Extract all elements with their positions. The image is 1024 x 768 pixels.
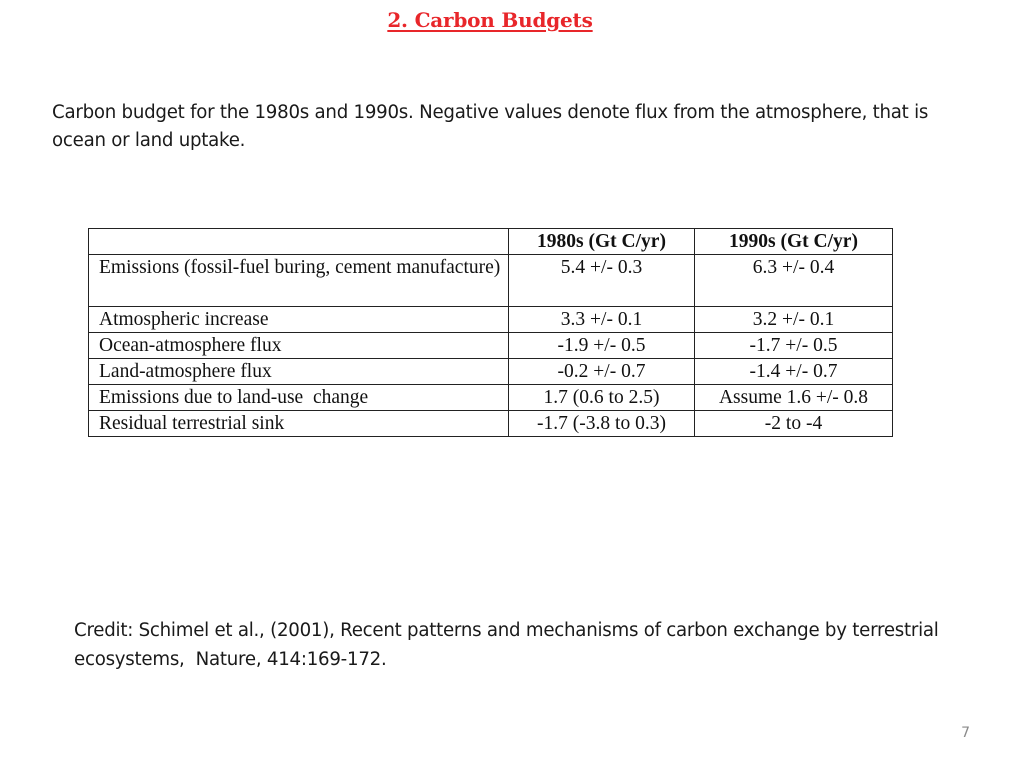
header-cell-1980s: 1980s (Gt C/yr)	[509, 229, 695, 255]
header-cell-empty	[89, 229, 509, 255]
intro-text: Carbon budget for the 1980s and 1990s. Negative values denote flux from the atmosphere, that is ocean or land uptake.	[52, 102, 929, 151]
page-number: 7	[961, 725, 970, 741]
cell-1980s-residual-sink: -1.7 (-3.8 to 0.3)	[509, 411, 695, 437]
row-label-ocean-flux: Ocean-atmosphere flux	[89, 333, 509, 359]
table-row	[89, 359, 893, 385]
table-row	[89, 385, 893, 411]
table-header-row	[89, 229, 893, 255]
cell-1990s-emissions: 6.3 +/- 0.4	[695, 255, 893, 307]
cell-1980s-land-flux: -0.2 +/- 0.7	[509, 359, 695, 385]
slide-title: 2. Carbon Budgets	[387, 8, 593, 32]
cell-1990s-land-flux: -1.4 +/- 0.7	[695, 359, 893, 385]
cell-1990s-land-use-emissions: Assume 1.6 +/- 0.8	[695, 385, 893, 411]
cell-1990s-ocean-flux: -1.7 +/- 0.5	[695, 333, 893, 359]
row-label-emissions: Emissions (fossil-fuel buring, cement manufacture)	[89, 255, 509, 307]
table-row	[89, 255, 893, 307]
row-label-land-use-emissions: Emissions due to land-use change	[89, 385, 509, 411]
table-row	[89, 333, 893, 359]
row-label-residual-sink: Residual terrestrial sink	[89, 411, 509, 437]
cell-1980s-ocean-flux: -1.9 +/- 0.5	[509, 333, 695, 359]
header-cell-1990s: 1990s (Gt C/yr)	[695, 229, 893, 255]
cell-1980s-atmospheric-increase: 3.3 +/- 0.1	[509, 307, 695, 333]
row-label-land-flux: Land-atmosphere flux	[89, 359, 509, 385]
cell-1980s-land-use-emissions: 1.7 (0.6 to 2.5)	[509, 385, 695, 411]
row-label-atmospheric-increase: Atmospheric increase	[89, 307, 509, 333]
carbon-budget-table	[88, 228, 893, 437]
credit-text: Credit: Schimel et al., (2001), Recent patterns and mechanisms of carbon exchange by terrestrial ecosystems, Nature, 414:169-172.	[74, 620, 945, 670]
table-row	[89, 411, 893, 437]
cell-1980s-emissions: 5.4 +/- 0.3	[509, 255, 695, 307]
table-row	[89, 307, 893, 333]
cell-1990s-atmospheric-increase: 3.2 +/- 0.1	[695, 307, 893, 333]
cell-1990s-residual-sink: -2 to -4	[695, 411, 893, 437]
